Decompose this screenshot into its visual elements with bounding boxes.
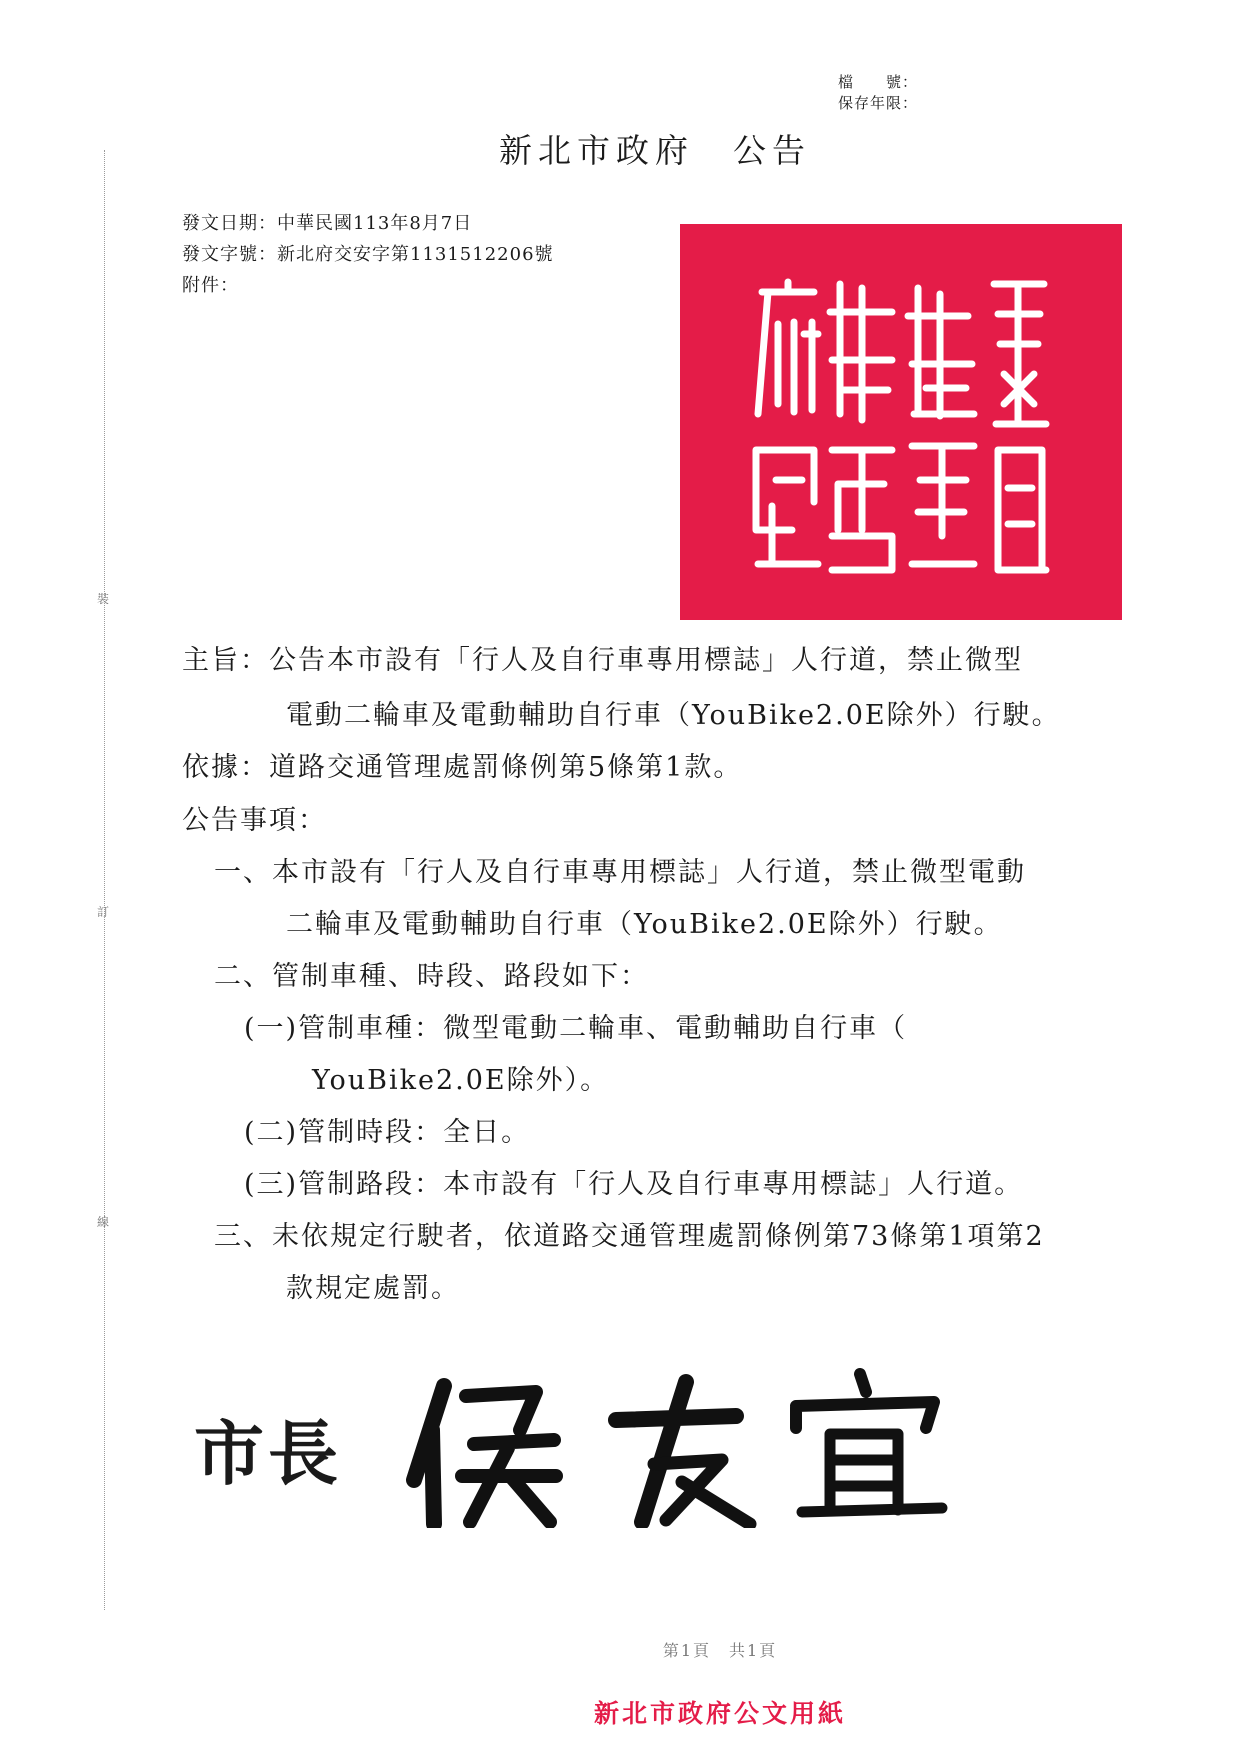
seal-glyphs [742,274,1060,578]
item-2-sub-3: (三)管制路段：本市設有「行人及自行車專用標誌」人行道。 [244,1169,1024,1200]
legal-basis: 依據：道路交通管理處罰條例第5條第1款。 [182,752,743,783]
item-3: 三、未依規定行駛者，依道路交通管理處罰條例第73條第1項第2 [214,1221,1045,1252]
item-2-sub-1: (一)管制車種：微型電動二輪車、電動輔助自行車（ [244,1013,908,1044]
binding-line [104,150,105,1610]
issue-date: 發文日期：中華民國113年8月7日 [182,213,473,234]
item-2-sub-2: (二)管制時段：全日。 [244,1117,531,1148]
item-1: 一、本市設有「行人及自行車專用標誌」人行道，禁止微型電動 [214,857,1026,888]
footer-paper-label: 新北市政府公文用紙 [593,1699,846,1728]
official-seal [680,224,1122,620]
file-no-label: 檔 號： [838,73,919,91]
binding-mark-bind: 裝 [97,592,110,606]
item-2: 二、管制車種、時段、路段如下： [214,961,649,992]
item-3-continuation: 款規定處罰。 [286,1273,460,1304]
file-meta [838,72,918,114]
items-heading: 公告事項： [182,805,327,836]
attachment: 附件： [182,275,239,296]
page-number: 第1頁 共1頁 [662,1641,778,1660]
mayor-signature [404,1368,1024,1528]
document-title: 新北市政府 公告 [499,131,811,170]
binding-mark-line: 線 [97,1215,110,1229]
document-number: 發文字號：新北府交安字第1131512206號 [182,244,554,265]
item-1-continuation: 二輪車及電動輔助自行車（YouBike2.0E除外）行駛。 [286,909,1003,940]
document-meta [182,208,554,301]
subject: 主旨：公告本市設有「行人及自行車專用標誌」人行道，禁止微型 [182,645,1023,676]
mayor-title: 市長 [194,1412,342,1495]
item-2-sub-1-continuation: YouBike2.0E除外）。 [312,1065,610,1096]
retention-label: 保存年限： [838,94,919,112]
subject-continuation: 電動二輪車及電動輔助自行車（YouBike2.0E除外）行駛。 [286,700,1061,731]
binding-mark-staple: 訂 [97,905,110,919]
